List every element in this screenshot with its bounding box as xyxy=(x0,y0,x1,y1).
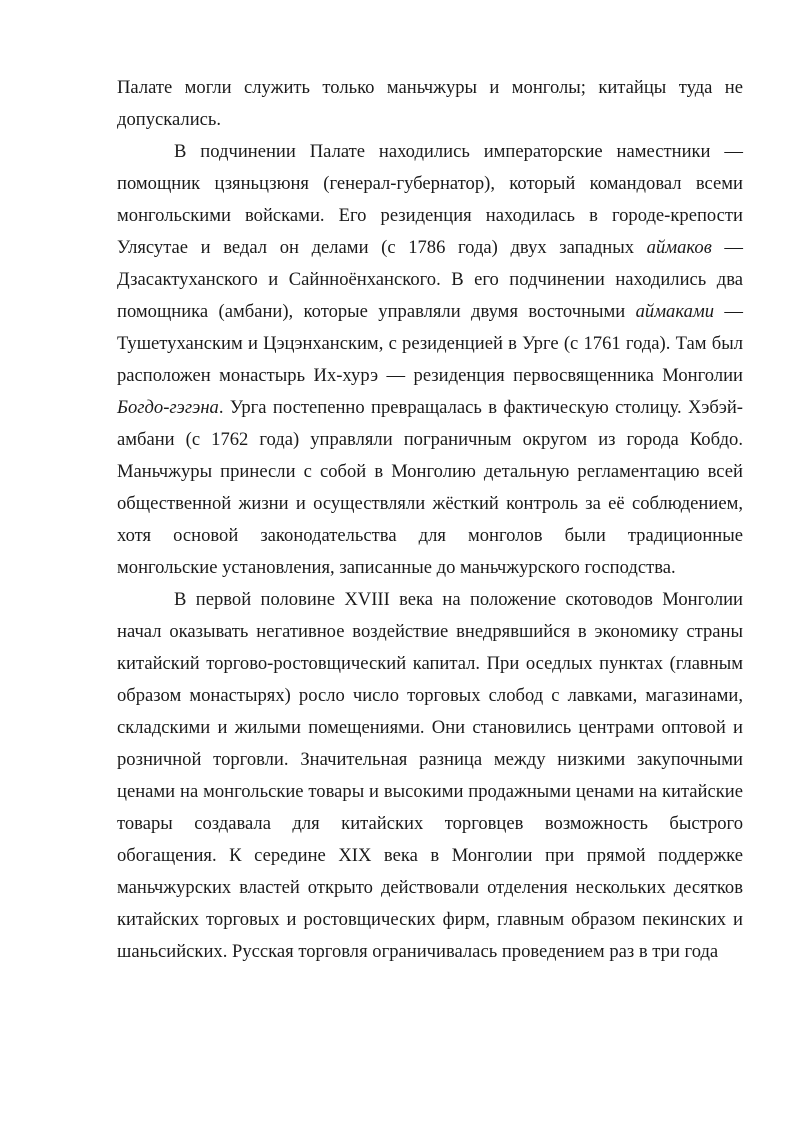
paragraph-2 xyxy=(117,136,743,584)
italic-term: аймаков xyxy=(646,237,712,258)
text-segment: — Тушетуханским и Цэцэнханским, с резиденцией в Урге (с 1761 года). Там был расположен монастырь Их-хурэ — резиденция первосвященника Монголии xyxy=(117,301,743,386)
text-segment: — Дзасактуханского и Сайнноёнханского. В его подчинении находились два помощника (амбани), которые управляли двумя восточными xyxy=(117,237,743,322)
italic-term: аймаками xyxy=(635,301,715,322)
body-text xyxy=(117,72,743,968)
paragraph-1 xyxy=(117,72,743,136)
text-segment: . Урга постепенно превращалась в фактическую столицу. Хэбэй-амбани (с 1762 года) управляли пограничным округом из города Кобдо. Маньчжуры принесли с собой в Монголию детальную регламентацию всей общественной жизни и осуществляли жёсткий контроль за её соблюдением, хотя основой законодательства для монголов были традиционные монгольские установления, записанные до маньчжурского господства. xyxy=(117,397,743,578)
text-segment: Палате могли служить только маньчжуры и монголы; китайцы туда не допускались. xyxy=(117,77,743,130)
text-segment: В подчинении Палате находились императорские наместники — помощник цзяньцзюня (генерал-губернатор), который командовал всеми монгольскими войсками. Его резиденция находилась в городе-крепости Улясутае и ведал он делами (с 1786 года) двух западных xyxy=(117,141,743,258)
italic-term: Богдо-гэгэна xyxy=(117,397,219,418)
text-segment: В первой половине XVIII века на положение скотоводов Монголии начал оказывать негативное воздействие внедрявшийся в экономику страны китайский торгово-ростовщический капитал. При оседлых пунктах (главным образом монастырях) росло число торговых слобод с лавками, магазинами, складскими и жилыми помещениями. Они становились центрами оптовой и розничной торговли. Значительная разница между низкими закупочными ценами на монгольские товары и высокими продажными ценами на китайские товары создавала для китайских торговцев возможность быстрого обогащения. К середине XIX века в Монголии при прямой поддержке маньчжурских властей открыто действовали отделения нескольких десятков китайских торговых и ростовщических фирм, главным образом пекинских и шаньсийских. Русская торговля ограничивалась проведением раз в три года xyxy=(117,589,743,962)
paragraph-3 xyxy=(117,584,743,968)
